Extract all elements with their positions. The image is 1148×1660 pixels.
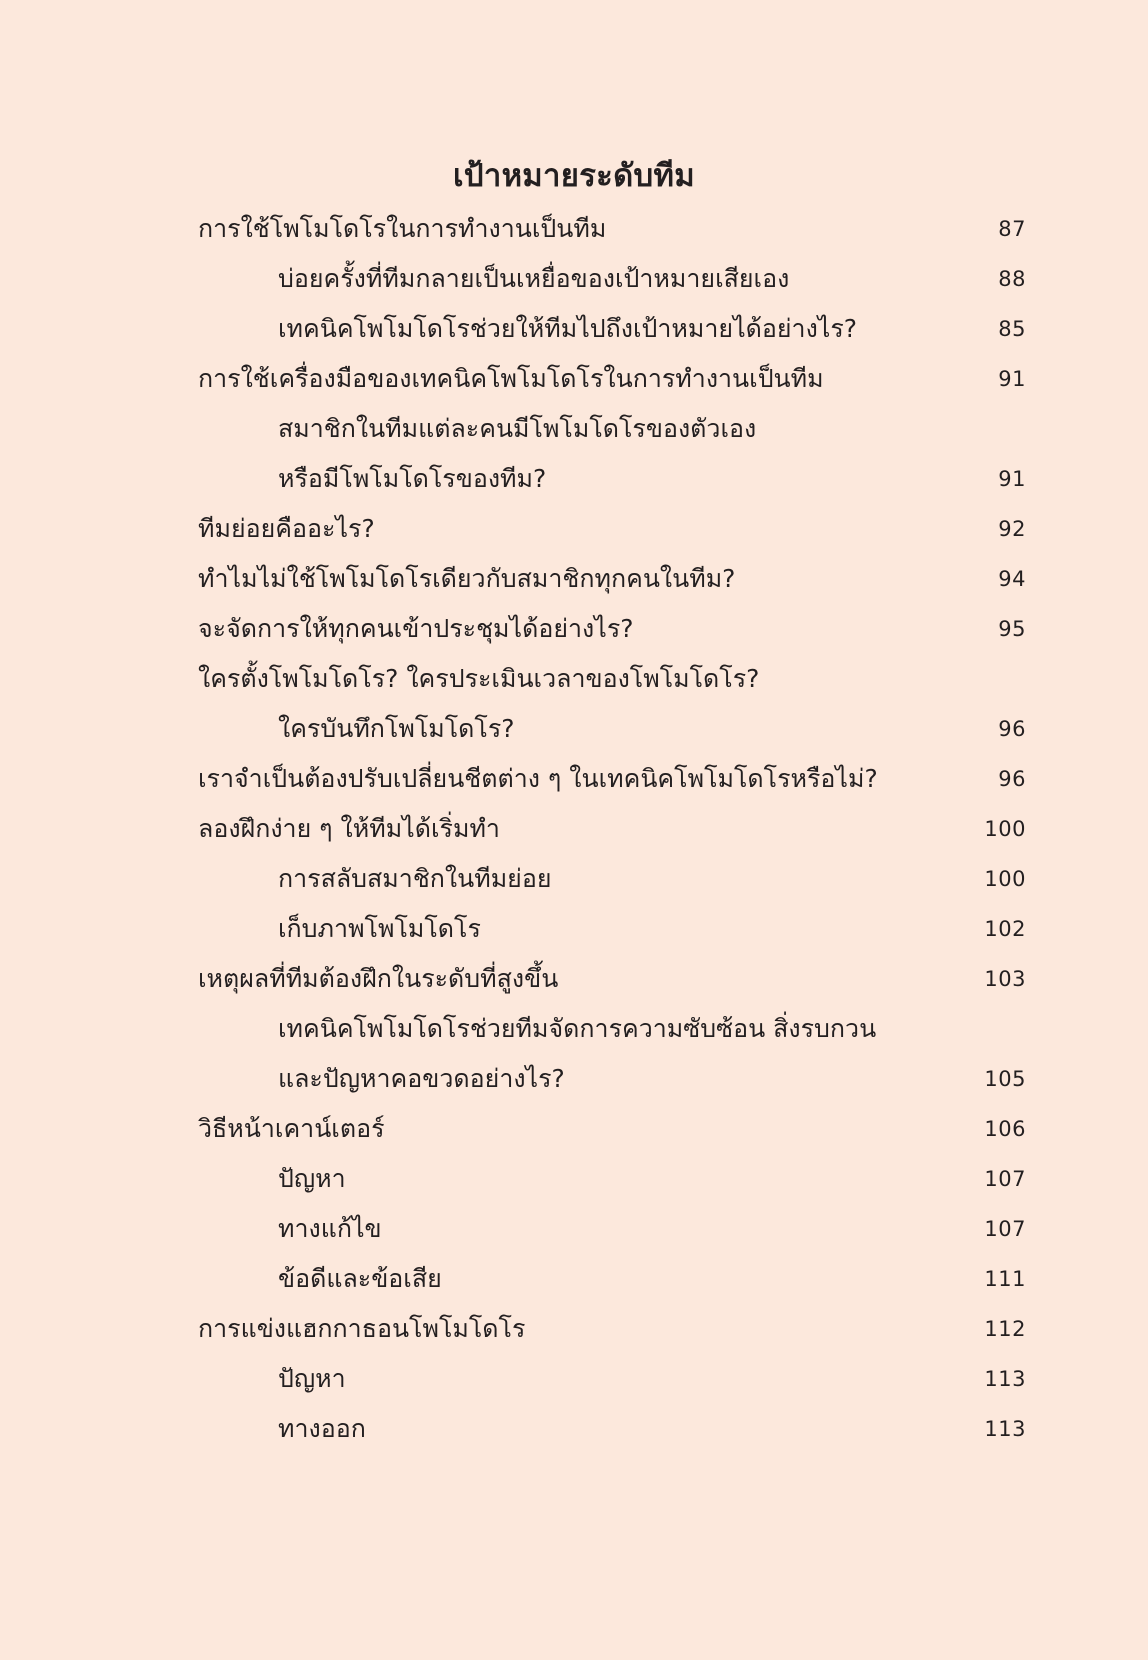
toc-entry-title: วิธีหน้าเคาน์เตอร์ — [198, 1114, 385, 1143]
toc-entry-title: เหตุผลที่ทีมต้องฝึกในระดับที่สูงขึ้น — [198, 964, 559, 993]
toc-entry-page-number: 85 — [998, 317, 1026, 341]
toc-entry — [198, 304, 1026, 354]
toc-entry-page-number: 96 — [998, 767, 1026, 791]
toc-entry-page-number: 112 — [984, 1317, 1026, 1341]
toc-entry — [198, 954, 1026, 1004]
toc-entry — [198, 1104, 1026, 1154]
toc-entry-title: ทำไมไม่ใช้โพโมโดโรเดียวกับสมาชิกทุกคนในทีม? — [198, 564, 736, 593]
toc-entry-page-number: 102 — [984, 917, 1026, 941]
toc-entry — [198, 654, 1026, 704]
toc-entry-title: ปัญหา — [278, 1164, 346, 1193]
toc-entry-page-number: 91 — [998, 467, 1026, 491]
toc-entry-title: การใช้โพโมโดโรในการทำงานเป็นทีม — [198, 214, 607, 243]
toc-entry — [198, 804, 1026, 854]
toc-entry-title: การสลับสมาชิกในทีมย่อย — [278, 864, 552, 893]
toc-entry-title: ทางออก — [278, 1414, 366, 1443]
toc-entry — [198, 254, 1026, 304]
toc-entry-title: เทคนิคโพโมโดโรช่วยให้ทีมไปถึงเป้าหมายได้อย่างไร? — [278, 314, 858, 343]
toc-entry — [198, 454, 1026, 504]
toc-entry-title: ทางแก้ไข — [278, 1214, 382, 1243]
toc-entry-title: ใครตั้งโพโมโดโร? ใครประเมินเวลาของโพโมโดโร? — [198, 664, 760, 693]
toc-entry-page-number: 111 — [984, 1267, 1026, 1291]
toc-entry-page-number: 94 — [998, 567, 1026, 591]
toc-list — [198, 204, 1026, 1454]
toc-entry — [198, 404, 1026, 454]
toc-entry-page-number: 87 — [998, 217, 1026, 241]
toc-entry-title: เทคนิคโพโมโดโรช่วยทีมจัดการความซับซ้อน สิ่งรบกวน — [278, 1014, 877, 1043]
toc-entry — [198, 504, 1026, 554]
toc-entry-title: และปัญหาคอขวดอย่างไร? — [278, 1064, 565, 1093]
toc-entry-title: การแข่งแฮกกาธอนโพโมโดโร — [198, 1314, 526, 1343]
toc-entry — [198, 1054, 1026, 1104]
toc-entry — [198, 604, 1026, 654]
toc-entry-title: ทีมย่อยคืออะไร? — [198, 514, 375, 543]
section-heading: เป้าหมายระดับทีม — [452, 158, 695, 194]
toc-entry — [198, 554, 1026, 604]
toc-entry-title: จะจัดการให้ทุกคนเข้าประชุมได้อย่างไร? — [198, 614, 634, 643]
toc-entry — [198, 1204, 1026, 1254]
toc-entry — [198, 1154, 1026, 1204]
toc-entry — [198, 854, 1026, 904]
toc-entry-title: ใครบันทึกโพโมโดโร? — [278, 714, 515, 743]
toc-entry-title: เก็บภาพโพโมโดโร — [278, 914, 481, 943]
toc-entry-page-number: 105 — [984, 1067, 1026, 1091]
toc-entry-title: ข้อดีและข้อเสีย — [278, 1264, 442, 1293]
toc-entry-title: ลองฝึกง่าย ๆ ให้ทีมได้เริ่มทำ — [198, 814, 500, 843]
toc-entry — [198, 204, 1026, 254]
toc-entry-page-number: 113 — [984, 1367, 1026, 1391]
toc-entry-page-number: 103 — [984, 967, 1026, 991]
toc-entry-page-number: 100 — [984, 867, 1026, 891]
toc-entry — [198, 1404, 1026, 1454]
toc-entry-page-number: 107 — [984, 1167, 1026, 1191]
toc-entry — [198, 1304, 1026, 1354]
toc-entry — [198, 1354, 1026, 1404]
toc-entry-page-number: 91 — [998, 367, 1026, 391]
toc-entry — [198, 1004, 1026, 1054]
toc-entry — [198, 1254, 1026, 1304]
toc-entry-title: การใช้เครื่องมือของเทคนิคโพโมโดโรในการทำงานเป็นทีม — [198, 364, 824, 393]
toc-entry-page-number: 107 — [984, 1217, 1026, 1241]
toc-entry-page-number: 96 — [998, 717, 1026, 741]
toc-entry — [198, 704, 1026, 754]
toc-entry-page-number: 106 — [984, 1117, 1026, 1141]
toc-entry-title: เราจำเป็นต้องปรับเปลี่ยนชีตต่าง ๆ ในเทคนิคโพโมโดโรหรือไม่? — [198, 764, 878, 793]
toc-entry — [198, 354, 1026, 404]
toc-entry — [198, 904, 1026, 954]
toc-entry-page-number: 113 — [984, 1417, 1026, 1441]
toc-entry-title: หรือมีโพโมโดโรของทีม? — [278, 464, 547, 493]
toc-entry-page-number: 92 — [998, 517, 1026, 541]
toc-entry-title: บ่อยครั้งที่ทีมกลายเป็นเหยื่อของเป้าหมายเสียเอง — [278, 264, 790, 293]
toc-entry-page-number: 95 — [998, 617, 1026, 641]
toc-entry-title: สมาชิกในทีมแต่ละคนมีโพโมโดโรของตัวเอง — [278, 414, 757, 443]
toc-entry-page-number: 88 — [998, 267, 1026, 291]
toc-entry-page-number: 100 — [984, 817, 1026, 841]
toc-entry-title: ปัญหา — [278, 1364, 346, 1393]
toc-entry — [198, 754, 1026, 804]
